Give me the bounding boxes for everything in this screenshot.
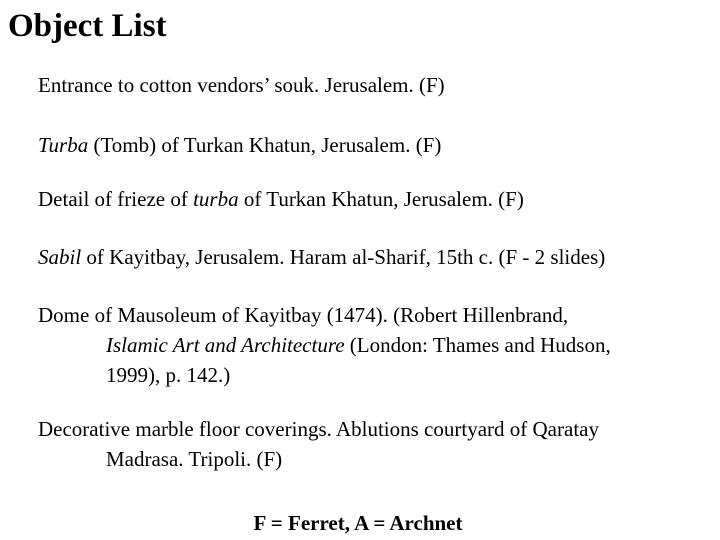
entry-text: (Tomb) of Turkan Khatun, Jerusalem. (F) [88,133,442,157]
entry-text-pre: Detail of frieze of [38,187,194,211]
entry-italic: Turba [38,133,89,157]
list-item [38,242,605,272]
entry-text: of Kayitbay, Jerusalem. Haram al-Sharif, 15th c. (F - 2 slides) [81,245,606,269]
list-item [38,414,599,474]
legend-text: F = Ferret, A = Archnet [253,511,463,535]
page-title: Object List [8,8,167,44]
list-item [38,70,445,100]
entry-italic: Islamic Art and Architecture [106,333,345,357]
list-item [38,184,524,214]
list-item [38,300,611,390]
entry-italic: Sabil [38,245,82,269]
entry-line-3: 1999), p. 142.) [106,363,231,387]
entry-italic: turba [193,187,239,211]
entry-line-1: Dome of Mausoleum of Kayitbay (1474). (Robert Hillenbrand, [38,303,569,327]
entry-line-1: Decorative marble floor coverings. Ablutions courtyard of Qaratay [38,417,599,441]
entry-line-2: Madrasa. Tripoli. (F) [106,447,283,471]
entry-text: Entrance to cotton vendors’ souk. Jerusalem. (F) [38,73,445,97]
list-item [38,130,441,160]
entry-line-2-post: (London: Thames and Hudson, [344,333,611,357]
entry-text-post: of Turkan Khatun, Jerusalem. (F) [238,187,524,211]
source-legend [0,508,710,538]
entry-line-2 [38,330,611,360]
